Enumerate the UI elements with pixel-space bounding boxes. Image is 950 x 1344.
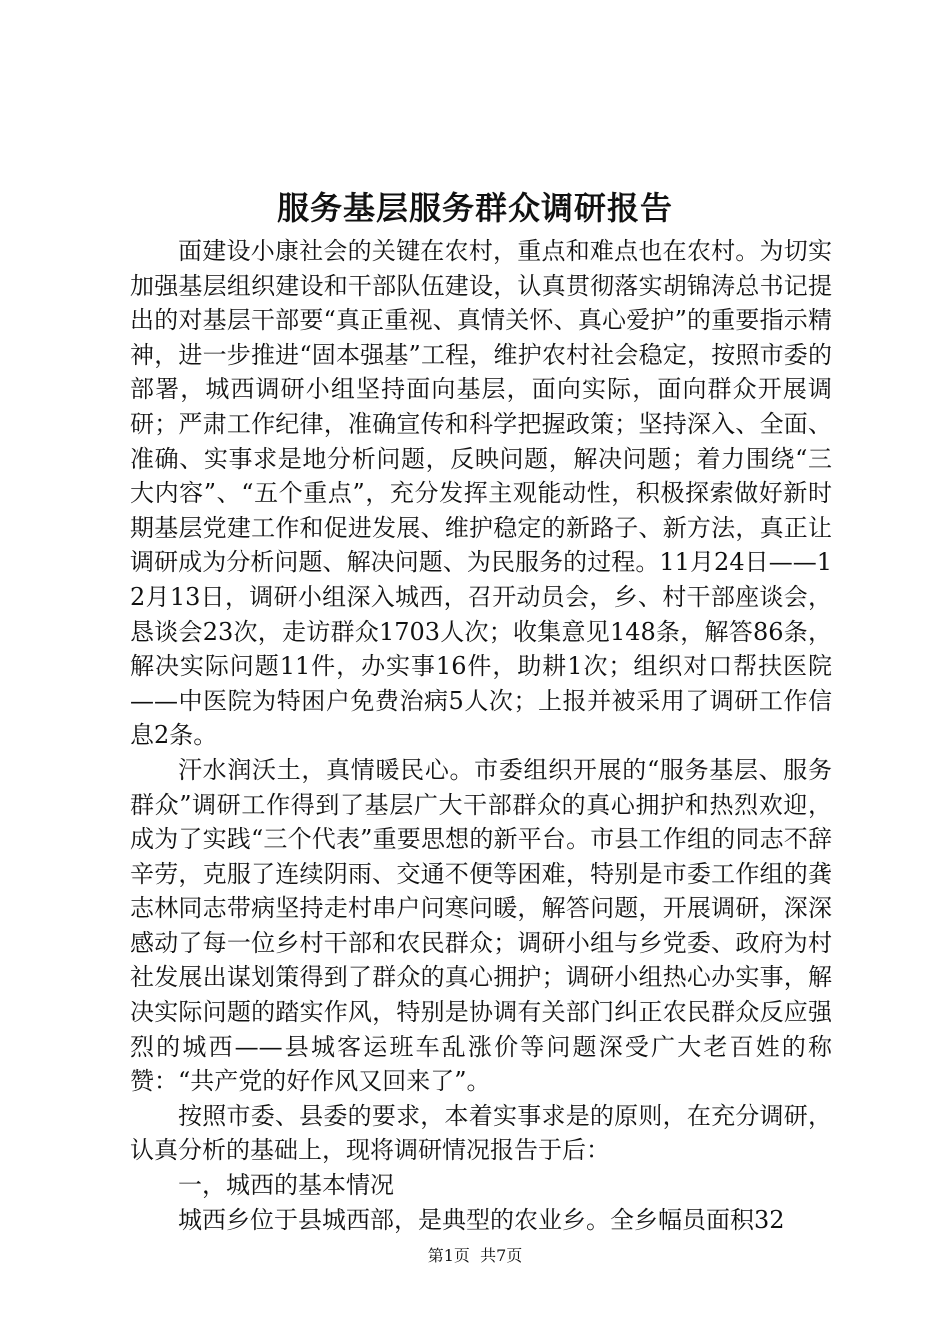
- page-title: 服务基层服务群众调研报告: [276, 189, 673, 227]
- document-body: [130, 234, 832, 1237]
- footer-spacer: [470, 1246, 480, 1265]
- paragraph-basic-situation: 城西乡位于县城西部，是典型的农业乡。全乡幅员面积32: [178, 1205, 785, 1234]
- page-footer: [0, 1245, 950, 1267]
- page-total-label: 共7页: [480, 1246, 523, 1265]
- paragraph-report-lead: 按照市委、县委的要求，本着实事求是的原则，在充分调研，认真分析的基础上，现将调研情况报告于后：: [130, 1101, 832, 1165]
- section-heading-basic-situation: 一，城西的基本情况: [178, 1171, 394, 1200]
- paragraph-work-review: 汗水润沃土，真情暖民心。市委组织开展的“服务基层、服务群众”调研工作得到了基层广大干部群众的真心拥护和热烈欢迎，成为了实践“三个代表”重要思想的新平台。市县工作组的同志不辞辛劳，克服了连续阴雨、交通不便等困难，特别是市委工作组的龚志林同志带病坚持走村串户问寒问暖，解答问题，开展调研，深深感动了每一位乡村干部和农民群众；调研小组与乡党委、政府为村社发展出谋划策得到了群众的真心拥护；调研小组热心办实事，解决实际问题的踏实作风，特别是协调有关部门纠正农民群众反应强烈的城西——县城客运班车乱涨价等问题深受广大老百姓的称赞：“共产党的好作风又回来了”。: [130, 755, 832, 1096]
- paragraph-intro: 面建设小康社会的关键在农村，重点和难点也在农村。为切实加强基层组织建设和干部队伍建设，认真贯彻落实胡锦涛总书记提出的对基层干部要“真正重视、真情关怀、真心爱护”的重要指示精神，进一步推进“固本强基”工程，维护农村社会稳定，按照市委的部署，城西调研小组坚持面向基层，面向实际，面向群众开展调研；严肃工作纪律，准确宣传和科学把握政策；坚持深入、全面、准确、实事求是地分析问题，反映问题，解决问题；着力围绕“三大内容”、“五个重点”，充分发挥主观能动性，积极探索做好新时期基层党建工作和促进发展、维护稳定的新路子、新方法，真正让调研成为分析问题、解决问题、为民服务的过程。11月24日——12月13日，调研小组深入城西，召开动员会，乡、村干部座谈会，恳谈会23次，走访群众1703人次；收集意见148条，解答86条，解决实际问题11件，办实事16件，助耕1次；组织对口帮扶医院——中医院为特困户免费治病5人次；上报并被采用了调研工作信息2条。: [130, 237, 832, 750]
- page-number-label: 第1页: [427, 1246, 470, 1265]
